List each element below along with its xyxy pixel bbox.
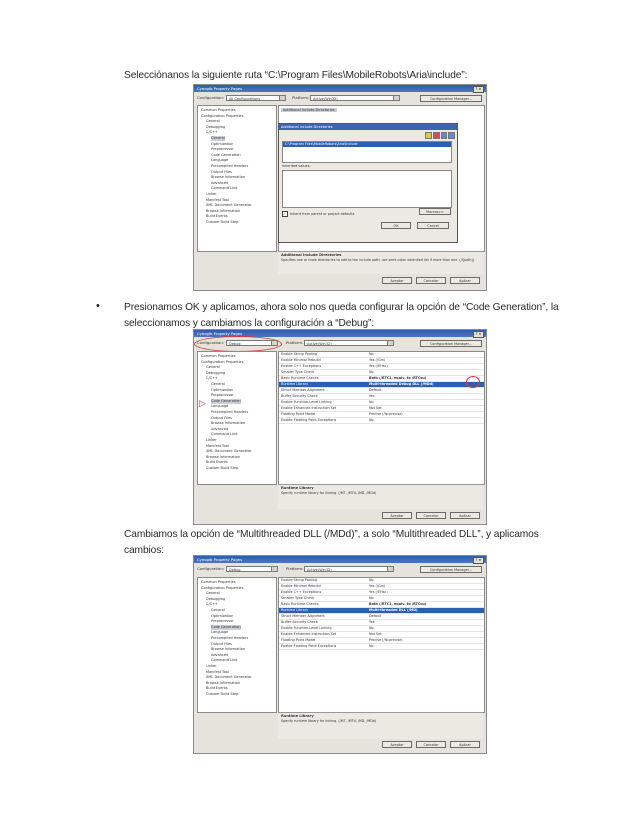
tree-item[interactable]: Custom Build Step [206, 220, 239, 224]
apply-button[interactable]: Aplicar [450, 277, 480, 284]
directory-entry[interactable]: C:\Program Files\MobileRobots\Aria\include [283, 142, 451, 147]
property-pages-window-2 [193, 329, 487, 525]
checkbox-checked-icon[interactable]: ✓ [282, 211, 288, 217]
property-value: Multi-threaded DLL (/MD) [369, 608, 418, 612]
property-value: Yes (/EHsc) [369, 590, 388, 594]
description-title: Runtime Library [281, 714, 314, 718]
annotation-circle-configuration [194, 336, 282, 352]
instruction-paragraph-2-line-1: Presionamos OK y aplicamos, ahora solo nos queda configurar la opción de “Code Generation”, la [124, 302, 559, 313]
tree-item[interactable]: Common Properties [201, 354, 236, 358]
configuration-label: Configuration: [197, 566, 225, 571]
property-name: Enable Minimal Rebuild [281, 358, 321, 362]
tree-item[interactable]: Browse Information [211, 175, 246, 180]
tree-item[interactable]: Browse Information [206, 208, 241, 213]
move-up-icon[interactable] [448, 132, 455, 139]
cancel-button[interactable]: Cancelar [416, 741, 446, 748]
configuration-manager-button[interactable]: Configuration Manager... [420, 566, 482, 573]
property-row[interactable] [279, 418, 484, 424]
property-value: Not Set [369, 632, 382, 636]
property-tree[interactable] [197, 351, 277, 485]
inherit-label: Inherit from parent or project defaults [290, 212, 355, 216]
tree-item[interactable]: General [206, 365, 220, 370]
property-name: Enable Enhanced Instruction Set [281, 406, 337, 410]
tree-item[interactable]: Language [211, 630, 229, 635]
tree-item[interactable]: Preprocessor [211, 393, 234, 398]
help-close-icon[interactable]: ? ✕ [473, 557, 484, 564]
property-name: Floating Point Model [281, 638, 316, 642]
configuration-label: Configuration: [197, 340, 225, 345]
cancel-button[interactable]: Cancelar [416, 277, 446, 284]
property-value: Both (/RTC1, equiv. to /RTCsu) [369, 602, 427, 606]
tree-item[interactable]: Linker [206, 192, 217, 196]
tree-item[interactable]: General [211, 608, 225, 612]
tree-item[interactable]: Configuration Properties [201, 359, 244, 364]
cancel-button[interactable]: Cancel [417, 222, 449, 229]
description-text: Specifies one or more directories to add to the include path; use semi-colon delimited list if more than one. (/I[path]) [281, 258, 475, 262]
property-value: No [369, 352, 374, 356]
tree-item[interactable]: Browse Information [206, 680, 241, 685]
property-name: Enable C++ Exceptions [281, 590, 322, 594]
settings-grid[interactable] [278, 351, 485, 485]
annotation-arrow-icon: ▷ [199, 399, 206, 409]
tree-item[interactable]: Manifest Tool [206, 197, 229, 202]
delete-icon[interactable] [433, 132, 440, 139]
tree-item[interactable]: Manifest Tool [206, 669, 229, 674]
dialog-title: Additional Include Directories [279, 124, 457, 130]
tree-item[interactable]: Configuration Properties [201, 113, 244, 118]
tree-item[interactable]: Linker [206, 438, 217, 442]
platform-dropdown[interactable]: Active(Win32) [304, 566, 394, 572]
window-title: Cyeoglb Property Pages [194, 556, 486, 563]
tree-item[interactable]: Debugging [206, 370, 226, 375]
tree-item[interactable]: General [206, 119, 220, 124]
property-value: Yes [369, 394, 375, 398]
tree-item[interactable]: Optimization [211, 141, 234, 146]
tree-item[interactable]: Optimization [211, 387, 234, 392]
tree-item[interactable]: Precompiled Headers [211, 164, 249, 168]
property-pages-window-3 [193, 555, 487, 754]
tree-item[interactable]: Custom Build Step [206, 692, 239, 696]
tree-item[interactable]: Linker [206, 664, 217, 668]
chevron-down-icon [271, 567, 277, 571]
tree-item[interactable]: Build Events [206, 214, 228, 219]
instruction-paragraph-3-line-1: Cambiamos la opción de “Multithreaded DLL (/MDd)”, a solo “Multithreaded DLL”, y aplicamos [124, 529, 539, 540]
property-value: Yes [369, 620, 375, 624]
property-value: No [369, 400, 374, 404]
annotation-circle-dropdown [466, 376, 480, 388]
property-name: Enable String Pooling [281, 578, 318, 582]
platform-label: Platform: [292, 95, 310, 100]
property-name: Basic Runtime Checks [281, 376, 319, 380]
cancel-button[interactable]: Cancelar [416, 512, 446, 519]
property-value: No [369, 418, 374, 422]
instruction-paragraph-2-line-2: seleccionamos y cambiamos la configuración a “Debug”: [124, 318, 375, 329]
property-row[interactable] [279, 644, 484, 650]
platform-dropdown[interactable]: Active(Win32) [304, 340, 394, 346]
tree-item[interactable]: Command Line [211, 186, 238, 191]
configuration-dropdown[interactable]: All Configurations [226, 95, 286, 101]
tree-item[interactable]: Browse Information [211, 421, 246, 426]
chevron-down-icon [279, 96, 285, 100]
property-value: No [369, 578, 374, 582]
help-close-icon[interactable]: ? ✕ [473, 331, 484, 338]
inherited-values-label: Inherited values: [282, 164, 311, 168]
tree-item[interactable]: Language [211, 158, 229, 163]
description-panel [278, 484, 483, 509]
tree-item[interactable]: Code Generation [211, 398, 241, 403]
tree-item[interactable]: Code Generation [211, 152, 241, 157]
property-name: Enable String Pooling [281, 352, 318, 356]
description-text: Specify runtime library for linking. (/MT, /MTd, /MD, /MDd) [281, 491, 377, 495]
instruction-paragraph-3-line-2: cambios: [124, 545, 164, 556]
property-name: Runtime Library [281, 608, 309, 612]
tree-item[interactable]: Advanced [211, 426, 229, 431]
tree-item[interactable]: Common Properties [201, 108, 236, 112]
bullet-icon: • [96, 300, 100, 312]
help-close-icon[interactable]: ? ✕ [473, 86, 484, 93]
property-name: Runtime Library [281, 382, 309, 386]
property-value: Not Set [369, 406, 382, 410]
configuration-manager-button[interactable]: Configuration Manager... [420, 95, 482, 102]
property-name: Enable Floating Point Exceptions [281, 418, 337, 422]
tree-item[interactable]: Preprocessor [211, 619, 234, 624]
tree-item[interactable]: Advanced [211, 652, 229, 657]
tree-item[interactable]: Browse Information [206, 454, 241, 459]
tree-item[interactable]: Manifest Tool [206, 443, 229, 448]
property-pages-window-1 [193, 84, 487, 291]
new-folder-icon[interactable] [425, 132, 432, 139]
property-value: Yes (/EHsc) [369, 364, 388, 368]
additional-include-row[interactable]: Additional Include Directories [283, 108, 335, 112]
tree-item[interactable]: Precompiled Headers [211, 410, 249, 414]
property-value: No [369, 644, 374, 648]
settings-grid[interactable] [278, 577, 485, 713]
tree-item[interactable]: Command Line [211, 432, 238, 437]
window-title: Cyeoglb Property Pages [194, 85, 486, 92]
property-value: Precise (/fp:precise) [369, 638, 403, 642]
description-title: Runtime Library [281, 486, 314, 490]
description-title: Additional Include Directories [281, 253, 342, 257]
accept-button[interactable]: Aceptar [382, 741, 412, 748]
property-name: Struct Member Alignment [281, 388, 325, 392]
tree-item[interactable]: C/C++ [206, 602, 218, 607]
description-panel [278, 251, 483, 274]
property-name: Smaller Type Check [281, 596, 315, 600]
additional-include-dialog [278, 123, 458, 243]
tree-item[interactable]: Build Events [206, 686, 228, 691]
window-title: Cyeoglb Property Pages [194, 330, 486, 337]
dialog-toolbar [425, 132, 455, 139]
chevron-down-icon [393, 96, 399, 100]
description-text: Specify runtime library for linking. (/MT, /MTd, /MD, /MDd) [281, 719, 377, 723]
property-name: Smaller Type Check [281, 370, 315, 374]
tree-item[interactable]: XML Document Generator [206, 675, 252, 680]
tree-item[interactable]: Debugging [206, 124, 226, 129]
configuration-dropdown[interactable]: Debug [226, 340, 278, 346]
tree-item[interactable]: Advanced [211, 180, 229, 185]
property-value: No [369, 370, 374, 374]
tree-item[interactable]: Precompiled Headers [211, 636, 249, 640]
platform-dropdown[interactable]: Active(Win32) [310, 95, 400, 101]
chevron-down-icon [387, 567, 393, 571]
move-down-icon[interactable] [441, 132, 448, 139]
apply-button[interactable]: Aplicar [450, 741, 480, 748]
property-name: Enable Function-Level Linking [281, 400, 332, 404]
property-name: Buffer Security Check [281, 620, 318, 624]
tree-item[interactable]: Output Files [211, 169, 232, 174]
tree-item[interactable]: Output Files [211, 641, 232, 646]
platform-label: Platform: [286, 340, 304, 345]
configuration-label: Configuration: [197, 95, 225, 100]
configuration-manager-button[interactable]: Configuration Manager... [420, 340, 482, 347]
inherited-values-list [282, 170, 452, 208]
chevron-down-icon [387, 341, 393, 345]
tree-item[interactable]: General [206, 591, 220, 596]
property-value: Both (/RTC1, equiv. to /RTCsu) [369, 376, 427, 380]
tree-item[interactable]: Common Properties [201, 580, 236, 584]
property-name: Enable Enhanced Instruction Set [281, 632, 337, 636]
tree-item[interactable]: Browse Information [211, 647, 246, 652]
configuration-dropdown[interactable]: Debug [226, 566, 278, 572]
tree-item[interactable]: General [211, 382, 225, 386]
tree-item[interactable]: XML Document Generator [206, 449, 252, 454]
property-name: Floating Point Model [281, 412, 316, 416]
property-name: Basic Runtime Checks [281, 602, 319, 606]
directory-list[interactable] [282, 141, 452, 163]
property-value: Precise (/fp:precise) [369, 412, 403, 416]
property-name: Buffer Security Check [281, 394, 318, 398]
tree-item[interactable]: Output Files [211, 415, 232, 420]
tree-item[interactable]: Debugging [206, 596, 226, 601]
tree-item[interactable]: C/C++ [206, 376, 218, 381]
tree-item[interactable]: Code Generation [211, 624, 241, 629]
tree-item[interactable]: Command Line [211, 658, 238, 663]
macros-button[interactable]: Macros>> [419, 208, 451, 215]
property-name: Struct Member Alignment [281, 614, 325, 618]
property-value: Multi-threaded Debug DLL (/MDd) [369, 382, 434, 386]
property-value: Default [369, 388, 382, 392]
property-value: Default [369, 614, 382, 618]
property-name: Enable Minimal Rebuild [281, 584, 321, 588]
tree-item[interactable]: Configuration Properties [201, 585, 244, 590]
accept-button[interactable]: Aceptar [382, 512, 412, 519]
property-value: Yes (/Gm) [369, 358, 386, 362]
platform-label: Platform: [286, 566, 304, 571]
property-value: Yes (/Gm) [369, 584, 386, 588]
tree-item[interactable]: Custom Build Step [206, 466, 239, 470]
ok-button[interactable]: OK [381, 222, 411, 229]
property-name: Enable Function-Level Linking [281, 626, 332, 630]
instruction-paragraph-1: Selecciónanos la siguiente ruta “C:\Program Files\MobileRobots\Aria\include”: [124, 70, 468, 81]
tree-item[interactable]: Preprocessor [211, 147, 234, 152]
property-name: Enable C++ Exceptions [281, 364, 322, 368]
tree-item[interactable]: Optimization [211, 613, 234, 618]
property-value: No [369, 596, 374, 600]
tree-item[interactable]: Build Events [206, 460, 228, 465]
tree-item[interactable]: General [211, 136, 225, 140]
property-tree[interactable] [197, 105, 277, 252]
tree-item[interactable]: XML Document Generator [206, 203, 252, 208]
tree-item[interactable]: C/C++ [206, 130, 218, 135]
apply-button[interactable]: Aplicar [450, 512, 480, 519]
tree-item[interactable]: Language [211, 404, 229, 409]
inherit-checkbox-row[interactable] [282, 211, 354, 217]
description-panel [278, 712, 483, 739]
property-name: Enable Floating Point Exceptions [281, 644, 337, 648]
property-value: No [369, 626, 374, 630]
property-tree[interactable] [197, 577, 277, 713]
accept-button[interactable]: Aceptar [382, 277, 412, 284]
